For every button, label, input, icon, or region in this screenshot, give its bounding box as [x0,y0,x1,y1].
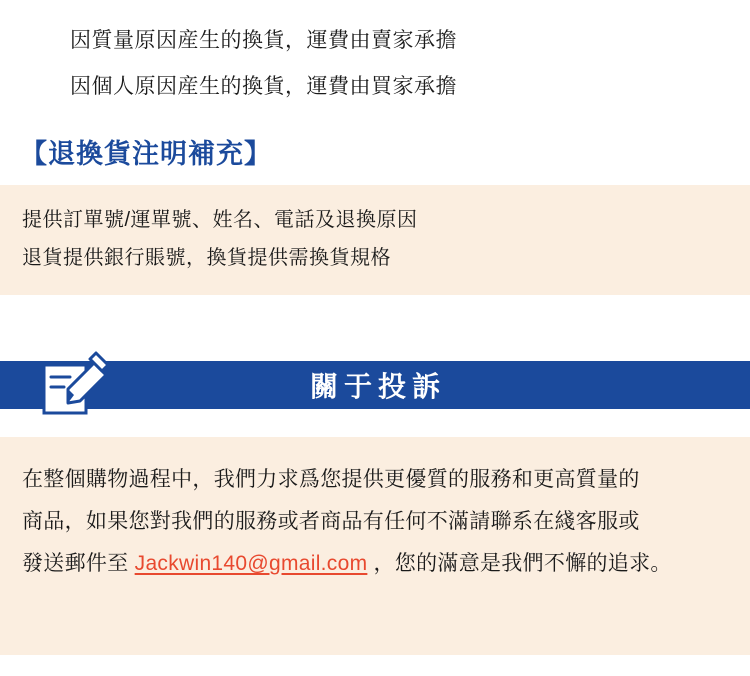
complaint-body-line-email [0,543,750,585]
complaint-body-prefix: 發送郵件至 [22,552,135,575]
complaint-banner-bar [0,361,750,409]
complaint-body-line: 在整個購物過程中，我們力求爲您提供更優質的服務和更高質量的 [22,468,640,491]
pencil-edit-icon [38,347,110,421]
complaint-body-block [0,437,750,655]
return-note-line: 退貨提供銀行賬號，換貨提供需換貨規格 [22,247,391,269]
complaint-banner-title: 關于投訴 [309,371,446,402]
policy-line: 因質量原因産生的換貨，運費由賣家承擔 [70,29,457,52]
policy-lines [0,0,750,110]
complaint-banner [0,347,750,421]
return-note-block [0,185,750,295]
return-note-line: 提供訂單號/運單號、姓名、電話及退換原因 [22,209,418,231]
complaint-body-line: 商品，如果您對我們的服務或者商品有任何不滿請聯系在綫客服或 [22,510,640,533]
support-email-link[interactable]: Jackwin140@gmail.com [134,552,368,575]
policy-line: 因個人原因産生的換貨，運費由買家承擔 [70,75,457,98]
return-note-heading: 【退換貨注明補充】 [20,139,272,169]
complaint-body-suffix: ，您的滿意是我們不懈的追求。 [367,552,672,575]
